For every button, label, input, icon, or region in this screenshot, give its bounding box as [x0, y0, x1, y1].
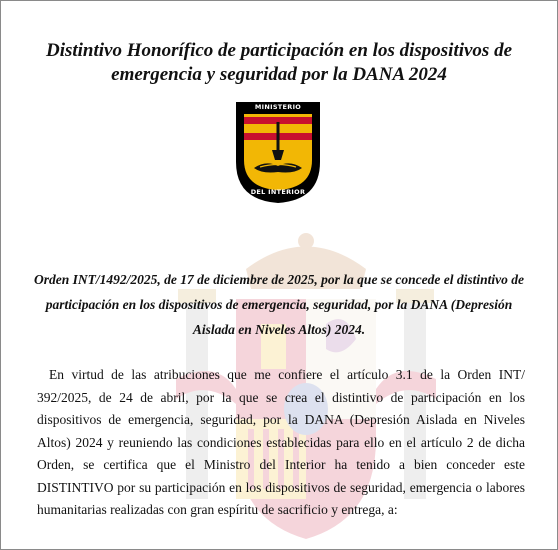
page-title: Distintivo Honorífico de participación en los dispositivos de emergencia y seguridad por la DANA 2024	[45, 40, 513, 85]
badge-bottom-text: DEL INTERIOR	[250, 188, 306, 196]
badge-top-text: MINISTERIO	[254, 103, 302, 111]
order-reference: Orden INT/1492/2025, de 17 de diciembre de 2025, por la que se concede el distintivo de participación en los dispositivos de emergencia, seguridad, por la DANA (Depresión Aislada en Niveles Altos) 2024.	[33, 272, 525, 337]
ministry-badge	[234, 100, 322, 205]
certificate-body-text: En virtud de las atribuciones que me confiere el artículo 3.1 de la Orden INT/ 392/2025, de 24 de abril, por la que se crea el distintivo de participación en los dispositivos de emergencia, seguridad, por la DANA (Depresión Aislada en Niveles Altos) 2024 y reuniendo las condiciones establecidas para ello en el artículo 2 de dicha Orden, se certifica que el Ministro del Interior ha tenido a bien conceder este DISTINTIVO por su participación en los dispositivos de seguridad, emergencia o labores humanitarias realizadas con gran espíritu de sacrificio y entrega, a:	[37, 367, 525, 517]
